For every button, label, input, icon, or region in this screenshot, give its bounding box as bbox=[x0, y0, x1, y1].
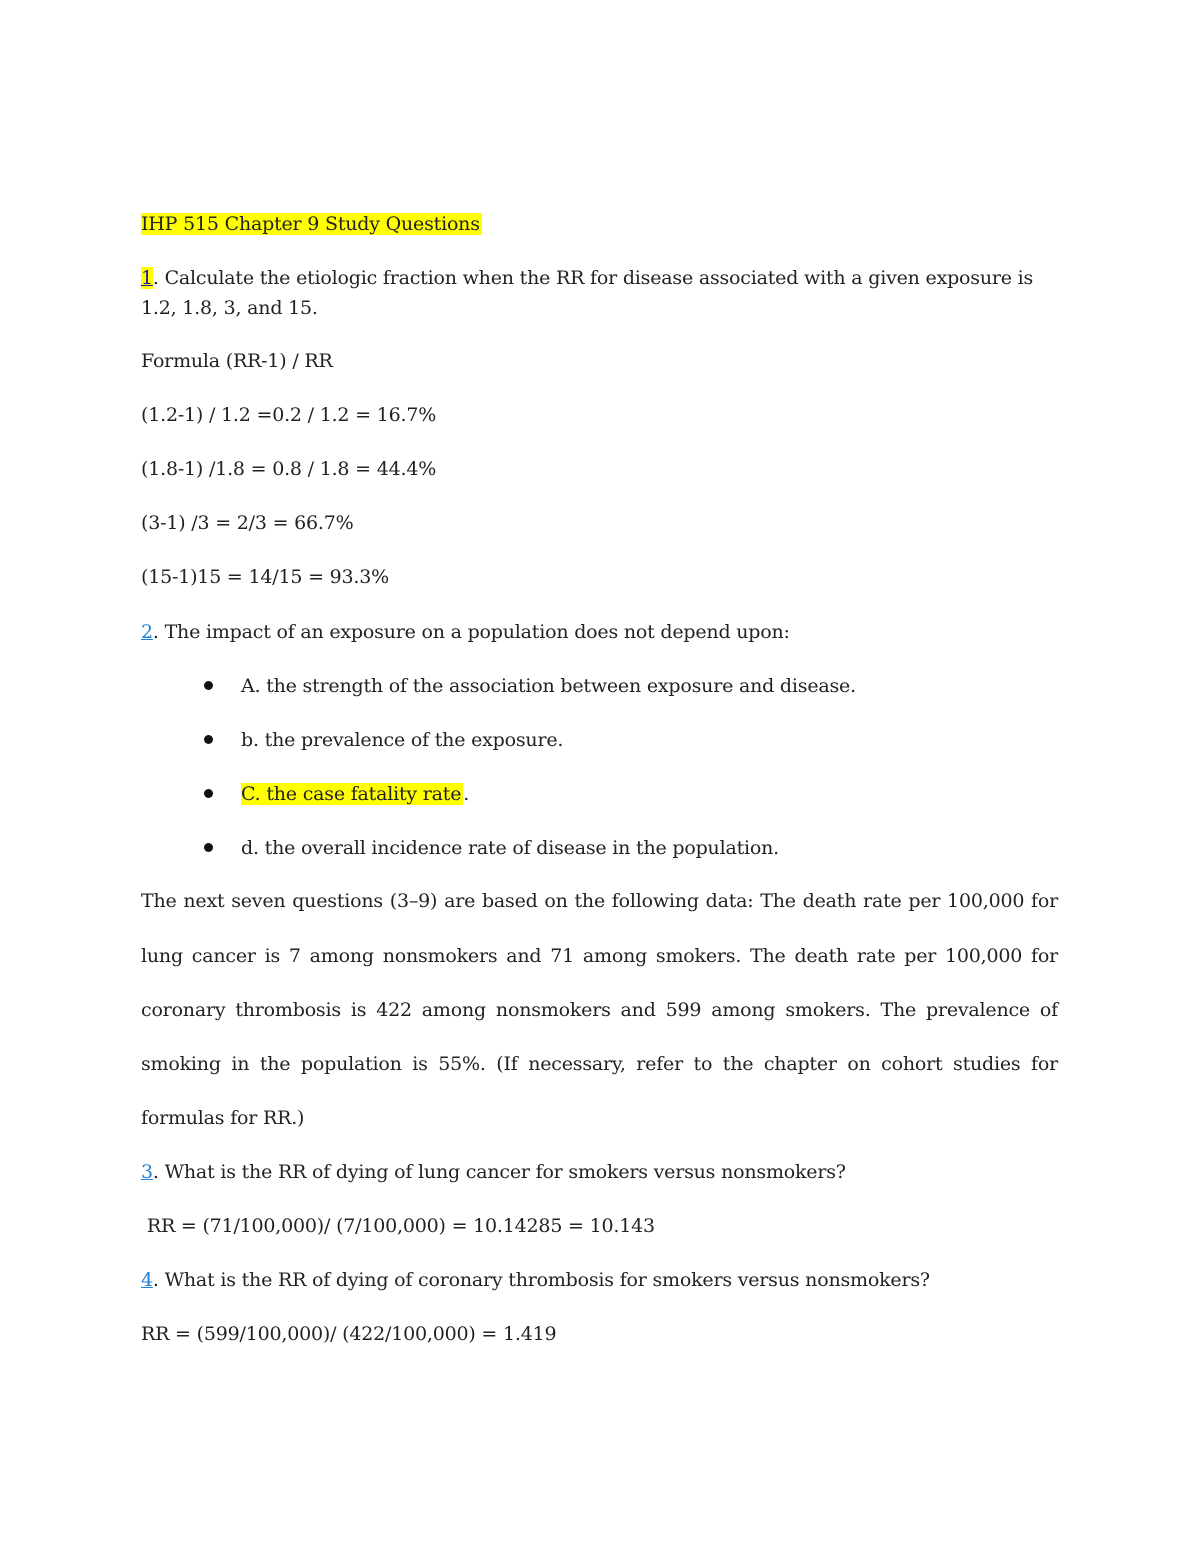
question-1-number-link[interactable]: 1 bbox=[141, 267, 153, 289]
question-4-text: . What is the RR of dying of coronary thrombosis for smokers versus nonsmokers? bbox=[152, 1269, 930, 1291]
question-1-line-2: 1.2, 1.8, 3, and 15. bbox=[141, 297, 318, 319]
option-c-highlight: C. the case fatality rate bbox=[241, 783, 462, 805]
question-3-number-link[interactable]: 3 bbox=[141, 1161, 153, 1183]
intro-line-2: lung cancer is 7 among nonsmokers and 71 among smokers. The death rate per 100,000 for bbox=[141, 945, 1058, 967]
calc-line-1: (1.2-1) / 1.2 =0.2 / 1.2 = 16.7% bbox=[141, 404, 437, 426]
formula-line: Formula (RR-1) / RR bbox=[141, 350, 333, 372]
option-c-period: . bbox=[463, 783, 470, 805]
calc-line-4: (15-1)15 = 14/15 = 93.3% bbox=[141, 566, 389, 588]
question-2-number-link[interactable]: 2 bbox=[141, 621, 153, 643]
question-2 bbox=[141, 619, 790, 645]
bullet-icon bbox=[204, 681, 213, 690]
document-title bbox=[141, 211, 482, 237]
option-d: d. the overall incidence rate of disease in the population. bbox=[241, 837, 779, 859]
bullet-icon bbox=[204, 789, 213, 798]
calc-line-3: (3-1) /3 = 2/3 = 66.7% bbox=[141, 512, 354, 534]
intro-line-5: formulas for RR.) bbox=[141, 1107, 305, 1129]
question-3-text: . What is the RR of dying of lung cancer for smokers versus nonsmokers? bbox=[152, 1161, 846, 1183]
question-4 bbox=[141, 1267, 930, 1293]
question-4-number-link[interactable]: 4 bbox=[141, 1269, 153, 1291]
question-1-text: . Calculate the etiologic fraction when the RR for disease associated with a given exposure is bbox=[152, 267, 1034, 289]
question-2-text: . The impact of an exposure on a population does not depend upon: bbox=[152, 621, 790, 643]
question-3 bbox=[141, 1159, 846, 1185]
calc-line-2: (1.8-1) /1.8 = 0.8 / 1.8 = 44.4% bbox=[141, 458, 437, 480]
question-1-line-1 bbox=[141, 265, 1033, 291]
intro-line-4: smoking in the population is 55%. (If necessary, refer to the chapter on cohort studies for bbox=[141, 1053, 1058, 1075]
intro-line-1: The next seven questions (3–9) are based on the following data: The death rate per 100,000 for bbox=[141, 890, 1058, 912]
option-c bbox=[241, 781, 469, 807]
bullet-icon bbox=[204, 843, 213, 852]
option-a: A. the strength of the association between exposure and disease. bbox=[241, 675, 856, 697]
intro-line-3: coronary thrombosis is 422 among nonsmokers and 599 among smokers. The prevalence of bbox=[141, 999, 1058, 1021]
question-3-answer: RR = (71/100,000)/ (7/100,000) = 10.14285 = 10.143 bbox=[141, 1215, 655, 1237]
bullet-icon bbox=[204, 735, 213, 744]
question-4-answer: RR = (599/100,000)/ (422/100,000) = 1.419 bbox=[141, 1323, 557, 1345]
option-b: b. the prevalence of the exposure. bbox=[241, 729, 564, 751]
title-highlight: IHP 515 Chapter 9 Study Questions bbox=[141, 213, 480, 235]
